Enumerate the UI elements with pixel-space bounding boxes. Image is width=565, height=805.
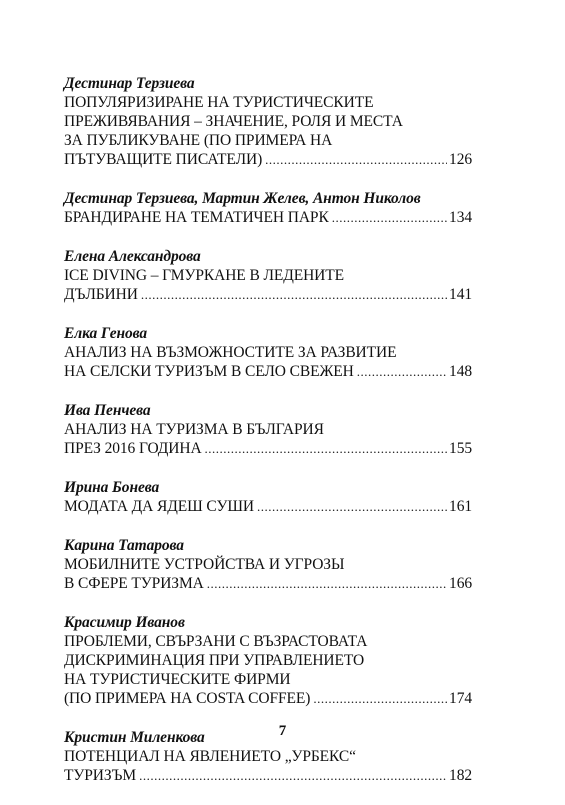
toc-title-line: ЗА ПУБЛИКУВАНЕ (ПО ПРИМЕРА НА [64, 132, 333, 149]
toc-entry [64, 613, 472, 708]
toc-entry [64, 324, 472, 381]
toc-title-line: ICE DIVING – ГМУРКАНЕ В ЛЕДЕНИТЕ [64, 267, 345, 284]
toc-title-final-line[interactable] [64, 150, 472, 169]
toc-title-line: ПОТЕНЦИАЛ НА ЯВЛЕНИЕТО „УРБЕКС“ [64, 748, 356, 765]
toc-entry [64, 536, 472, 593]
toc-page-ref: 161 [449, 498, 472, 515]
toc-page-ref: 134 [449, 209, 472, 226]
toc-title-line: ПРОБЛЕМИ, СВЪРЗАНИ С ВЪЗРАСТОВАТА [64, 633, 368, 650]
dot-leader [257, 497, 447, 516]
toc-title-line: ПРЕЗ 2016 ГОДИНА [64, 440, 202, 457]
page-number: 7 [278, 723, 287, 739]
toc-title-line: МОБИЛНИТЕ УСТРОЙСТВА И УГРОЗЫ [64, 556, 345, 573]
toc-title-line: ДИСКРИМИНАЦИЯ ПРИ УПРАВЛЕНИЕТО [64, 652, 365, 669]
toc-title-line: ПЪТУВАЩИТЕ ПИСАТЕЛИ) [64, 151, 263, 168]
toc-title-final-line[interactable] [64, 362, 472, 381]
toc-title-line: В СФЕРЕ ТУРИЗМА [64, 575, 204, 592]
toc-title-line: МОДАТА ДА ЯДЕШ СУШИ [64, 498, 254, 515]
toc-author: Елена Александрова [64, 248, 201, 265]
toc-author: Ирина Бонева [64, 479, 160, 496]
dot-leader [265, 150, 447, 169]
toc-title-final-line[interactable] [64, 439, 472, 458]
toc-page-ref: 174 [449, 690, 472, 707]
toc-title-line: НА ТУРИСТИЧЕСКИТЕ ФИРМИ [64, 671, 291, 688]
toc-entry [64, 478, 472, 516]
toc-entry [64, 247, 472, 304]
dot-leader [207, 574, 447, 593]
dot-leader [357, 362, 447, 381]
toc-title-line: АНАЛИЗ НА ВЪЗМОЖНОСТИТЕ ЗА РАЗВИТИЕ [64, 344, 397, 361]
toc-title-line: (ПО ПРИМЕРА НА COSTA COFFEE) [64, 690, 311, 707]
toc-title-final-line[interactable] [64, 689, 472, 708]
toc-author: Ива Пенчева [64, 402, 151, 419]
dot-leader [139, 766, 447, 785]
toc-page-ref: 126 [449, 151, 472, 168]
dot-leader [205, 439, 448, 458]
toc-title-line: ТУРИЗЪМ [64, 767, 137, 784]
toc-page-ref: 166 [449, 575, 472, 592]
toc-author: Елка Генова [64, 325, 147, 342]
toc-author: Кристин Миленкова [64, 729, 205, 746]
dot-leader [141, 285, 447, 304]
toc-author: Дестинар Терзиева, Мартин Желев, Антон Николов [64, 190, 421, 207]
toc-entry [64, 401, 472, 458]
toc-title-final-line[interactable] [64, 497, 472, 516]
toc-title-line: БРАНДИРАНЕ НА ТЕМАТИЧЕН ПАРК [64, 209, 329, 226]
toc-page-ref: 182 [449, 767, 472, 784]
toc-title-line: АНАЛИЗ НА ТУРИЗМА В БЪЛГАРИЯ [64, 421, 324, 438]
toc-title-line: ПРЕЖИВЯВАНИЯ – ЗНАЧЕНИЕ, РОЛЯ И МЕСТА [64, 113, 403, 130]
toc-title-line: НА СЕЛСКИ ТУРИЗЪМ В СЕЛО СВЕЖЕН [64, 363, 354, 380]
toc-page-ref: 141 [449, 286, 472, 303]
dot-leader [332, 208, 447, 227]
toc-title-final-line[interactable] [64, 574, 472, 593]
toc-title-final-line[interactable] [64, 766, 472, 785]
toc-title-final-line[interactable] [64, 208, 472, 227]
toc-entry [64, 74, 472, 169]
toc-author: Красимир Иванов [64, 614, 185, 631]
toc-title-line: ПОПУЛЯРИЗИРАНЕ НА ТУРИСТИЧЕСКИТЕ [64, 94, 374, 111]
toc-page-ref: 148 [449, 363, 472, 380]
dot-leader [313, 689, 447, 708]
table-of-contents [64, 74, 472, 805]
toc-author: Карина Татарова [64, 537, 184, 554]
toc-author: Дестинар Терзиева [64, 75, 195, 92]
toc-page-ref: 155 [449, 440, 472, 457]
toc-title-line: ДЪЛБИНИ [64, 286, 138, 303]
toc-entry [64, 189, 472, 227]
toc-title-final-line[interactable] [64, 285, 472, 304]
